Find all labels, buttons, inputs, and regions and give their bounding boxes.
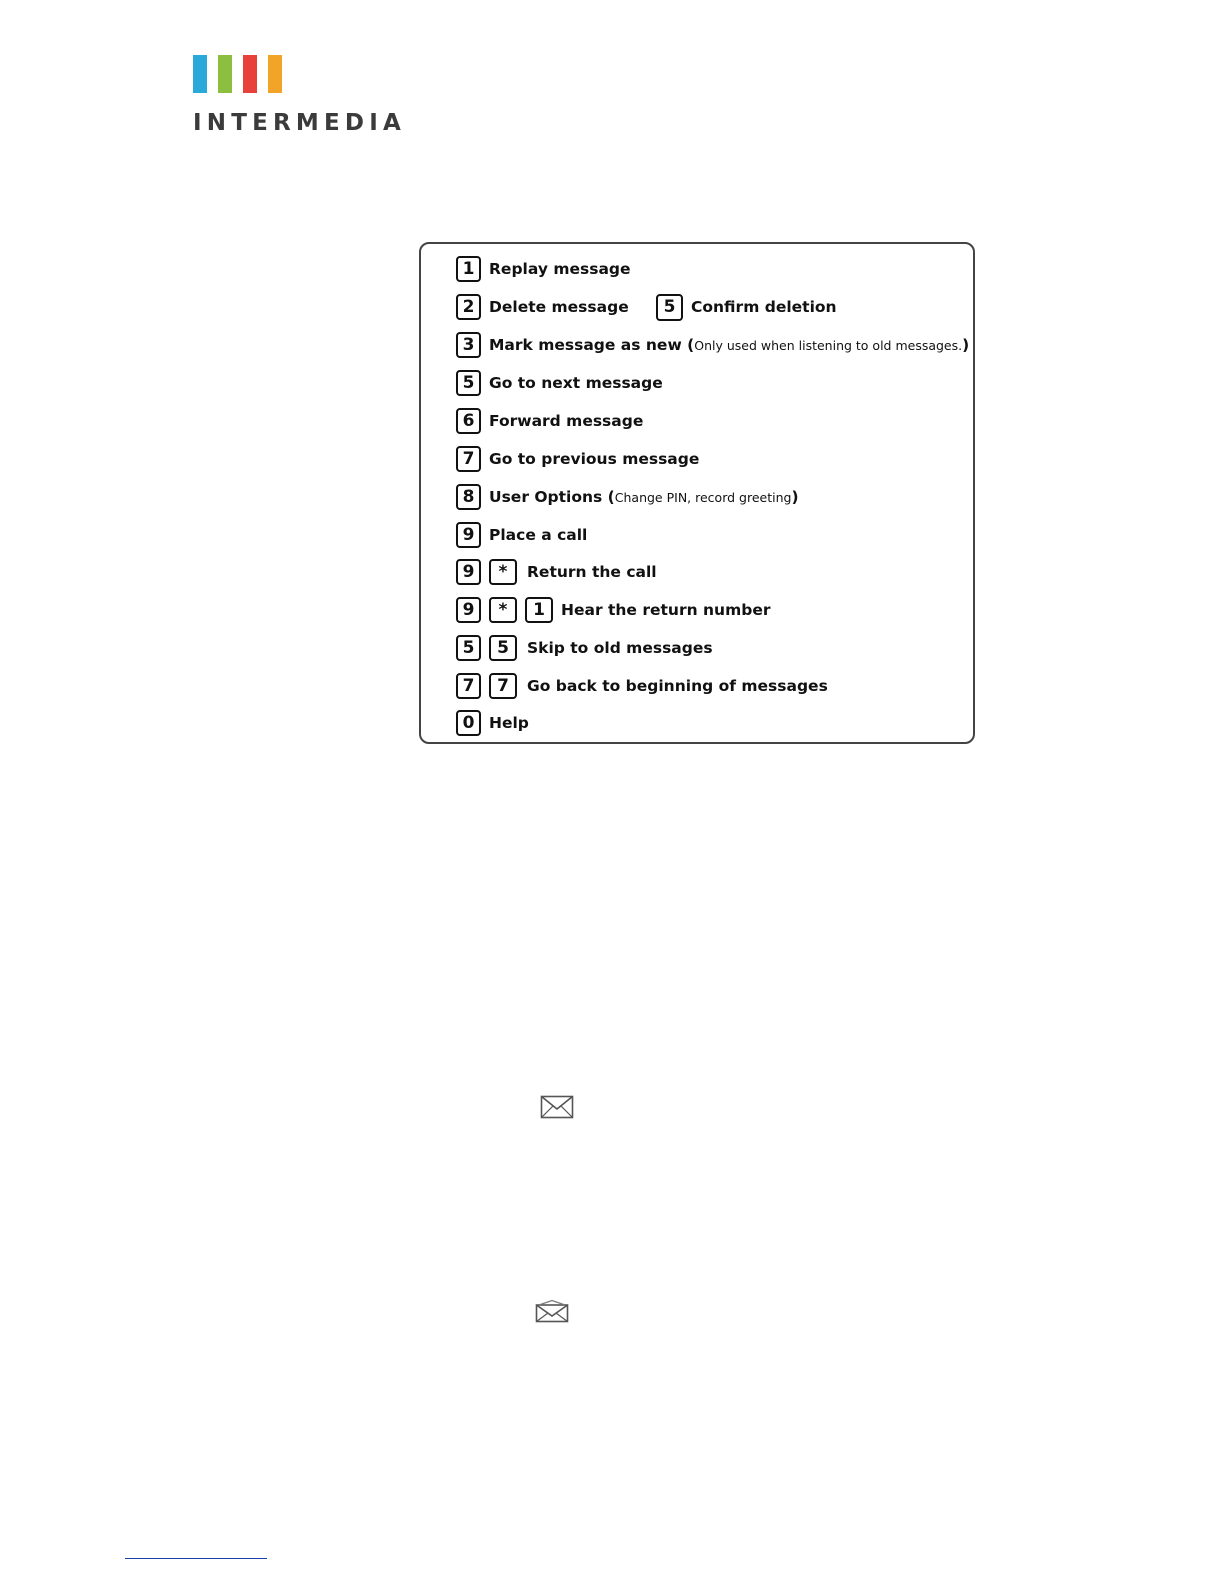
key-6: 6 [456, 408, 481, 434]
confirm-deletion-label: Confirm deletion [691, 298, 837, 316]
shortcut-delete [456, 292, 837, 322]
key-7: 7 [489, 673, 517, 699]
key-0: 0 [456, 710, 481, 736]
shortcut-mark-new [456, 330, 969, 360]
paren-open: ( [681, 336, 695, 354]
key-7: 7 [456, 673, 481, 699]
key-star: * [489, 597, 517, 623]
shortcut-label: User Options [489, 488, 603, 506]
key-5: 5 [656, 294, 683, 321]
key-8: 8 [456, 484, 481, 510]
shortcut-label: Skip to old messages [527, 639, 713, 657]
key-9: 9 [456, 559, 481, 585]
shortcut-note: Only used when listening to old messages. [694, 337, 963, 353]
shortcut-note: Change PIN, record greeting [614, 489, 792, 505]
paren-close: ) [791, 488, 799, 506]
key-9: 9 [456, 597, 481, 623]
key-1: 1 [456, 256, 481, 282]
logo-bar-blue [193, 55, 207, 93]
shortcut-previous [456, 444, 699, 474]
paren-open: ( [602, 488, 615, 506]
shortcut-user-options [456, 482, 799, 512]
logo-wordmark: INTERMEDIA [193, 110, 406, 136]
key-7: 7 [456, 446, 481, 472]
shortcut-label: Help [489, 714, 529, 732]
shortcut-go-back-beginning [456, 671, 828, 701]
shortcut-label: Go back to beginning of messages [527, 677, 828, 695]
key-5: 5 [489, 635, 517, 661]
key-5: 5 [456, 370, 481, 396]
shortcut-label: Mark message as new [489, 336, 682, 354]
key-3: 3 [456, 332, 481, 358]
shortcut-label: Forward message [489, 412, 644, 430]
voicemail-shortcuts-panel [419, 242, 975, 744]
shortcut-place-call [456, 520, 587, 550]
shortcut-label: Go to next message [489, 374, 663, 392]
key-star: * [489, 559, 517, 585]
envelope-icon [540, 1095, 574, 1119]
key-5: 5 [456, 635, 481, 661]
shortcut-label: Return the call [527, 563, 657, 581]
footnote-separator [125, 1558, 267, 1559]
intermedia-logo [193, 55, 406, 140]
envelope-open-icon [535, 1299, 569, 1323]
shortcut-label: Replay message [489, 260, 631, 278]
shortcut-label: Delete message [489, 298, 629, 316]
shortcut-label: Place a call [489, 526, 588, 544]
key-1: 1 [525, 597, 553, 623]
key-2: 2 [456, 294, 481, 320]
shortcut-next [456, 368, 663, 398]
logo-bar-red [243, 55, 257, 93]
shortcut-label: Hear the return number [561, 601, 771, 619]
shortcut-replay [456, 254, 631, 284]
key-9: 9 [456, 522, 481, 548]
logo-bars [193, 55, 403, 93]
shortcut-label: Go to previous message [489, 450, 700, 468]
shortcut-return-call [456, 557, 657, 587]
paren-close: ) [962, 336, 970, 354]
shortcut-forward [456, 406, 643, 436]
shortcut-hear-return-number [456, 595, 771, 625]
logo-bar-green [218, 55, 232, 93]
shortcut-skip-old [456, 633, 713, 663]
shortcut-help [456, 708, 529, 738]
logo-bar-orange [268, 55, 282, 93]
